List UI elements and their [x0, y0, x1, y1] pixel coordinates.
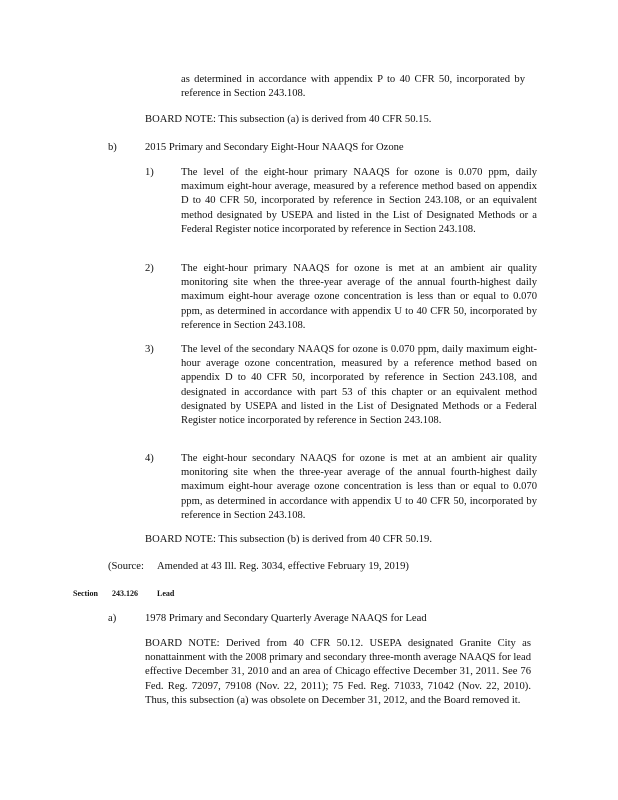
source-label: (Source:	[108, 561, 144, 572]
subsection-b-heading: 2015 Primary and Secondary Eight-Hour NAAQS for Ozone	[145, 142, 404, 153]
subsection-b-label: b)	[108, 142, 117, 153]
item-3-text: The level of the secondary NAAQS for ozone is 0.070 ppm, daily maximum eight-hour average ozone concentration, measured by a reference method based on appendix D to 40 CFR 50, incorporated by reference in Section 243.108, and designated in accordance with part 53 of this chapter or an equivalent method designated by USEPA and listed in the List of Designated Methods or a Federal Register notice incorporated by reference in Section 243.108.	[181, 344, 537, 427]
subsection-a-lead-label: a)	[108, 613, 117, 624]
board-note-b: BOARD NOTE: This subsection (b) is derived from 40 CFR 50.19.	[145, 534, 432, 545]
item-2-number: 2)	[145, 263, 154, 274]
item-1-number: 1)	[145, 167, 154, 178]
section-label: Section	[73, 589, 98, 598]
continuation-paragraph: as determined in accordance with appendix P to 40 CFR 50, incorporated by reference in Section 243.108.	[181, 74, 525, 100]
item-1-text: The level of the eight-hour primary NAAQS for ozone is 0.070 ppm, daily maximum eight-hour average, measured by a reference method based on appendix D to 40 CFR 50, incorporated by reference in Section 243.108, or an equivalent method designated by USEPA and listed in the List of Designated Methods or a Federal Register notice incorporated by reference in Section 243.108.	[181, 167, 537, 235]
item-3-number: 3)	[145, 344, 154, 355]
item-4-number: 4)	[145, 453, 154, 464]
section-number: 243.126	[112, 589, 138, 598]
board-note-a: BOARD NOTE: This subsection (a) is derived from 40 CFR 50.15.	[145, 114, 432, 125]
item-2-text: The eight-hour primary NAAQS for ozone is met at an ambient air quality monitoring site when the three-year average of the annual fourth-highest daily maximum eight-hour average ozone concentration is less than or equal to 0.070 ppm, as determined in accordance with appendix U to 40 CFR 50, incorporated by reference in Section 243.108.	[181, 263, 537, 331]
section-title: Lead	[157, 589, 175, 598]
board-note-lead: BOARD NOTE: Derived from 40 CFR 50.12. USEPA designated Granite City as nonattainment with the 2008 primary and secondary three-month average NAAQS for lead effective December 31, 2010 and an area of Chicago effective December 31, 2011. See 76 Fed. Reg. 72097, 79108 (Nov. 22, 2011); 75 Fed. Reg. 71033, 71042 (Nov. 22, 2010). Thus, this subsection (a) was obsolete on December 31, 2012, and the Board removed it.	[145, 638, 531, 706]
source-text: Amended at 43 Ill. Reg. 3034, effective February 19, 2019)	[157, 561, 409, 572]
subsection-a-lead-heading: 1978 Primary and Secondary Quarterly Average NAAQS for Lead	[145, 613, 427, 624]
item-4-text: The eight-hour secondary NAAQS for ozone is met at an ambient air quality monitoring site when the three-year average of the annual fourth-highest daily maximum eight-hour average ozone concentration is less than or equal to 0.070 ppm, as determined in accordance with appendix U to 40 CFR 50, incorporated by reference in Section 243.108.	[181, 453, 537, 521]
